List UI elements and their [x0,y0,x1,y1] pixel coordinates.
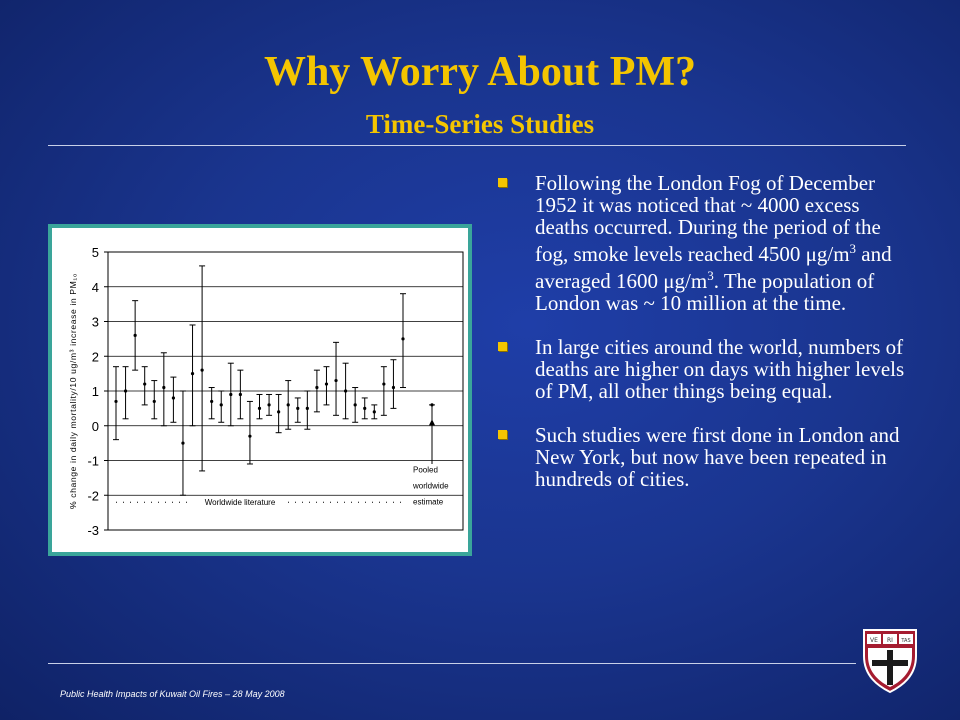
study-estimate-point [325,382,328,385]
bullet-marker-icon [498,178,507,187]
study-estimate-point [315,386,318,389]
study-estimate-point [114,400,117,403]
study-estimate-point [392,386,395,389]
study-estimate-point [210,400,213,403]
study-estimate-point [373,410,376,413]
slide-subtitle: Time-Series Studies [365,109,595,139]
seal-letters-1: VE [870,637,878,644]
slide-title: Why Worry About PM? [263,49,697,95]
study-estimate-point [172,396,175,399]
bullet-large-cities: In large cities around the world, numbers of deaths are higher on days with higher levels of PM, all other things being equal. [498,336,910,402]
seal-books [867,634,913,644]
study-estimate-point [258,407,261,410]
study-estimate-point [287,403,290,406]
study-estimate-point [354,403,357,406]
seal-letters-2: RI [887,637,893,644]
pooled-label: estimate [413,497,444,507]
study-estimate-point [181,442,184,445]
footer-text: Public Health Impacts of Kuwait Oil Fires – 28 May 2008 [60,689,285,699]
study-estimate-point [191,372,194,375]
pooled-upper-point [430,403,433,406]
study-estimate-point [401,337,404,340]
study-estimate-point [277,410,280,413]
y-tick-label: 3 [91,314,99,330]
mu-symbol: μ [663,269,675,293]
seal-letters-3: TAS [901,638,911,644]
y-tick-label: -2 [87,488,99,504]
y-tick-label: 2 [91,349,99,365]
top-divider [48,145,906,146]
study-estimate-point [201,369,204,372]
study-estimate-point [229,393,232,396]
study-estimate-point [239,393,242,396]
study-estimate-point [296,407,299,410]
study-estimate-point [124,389,127,392]
pooled-label: worldwide [413,481,449,491]
reference-line-label: Worldwide literature [204,498,276,508]
bullet-london-fog: Following the London Fog of December 1952 it was noticed that ~ 4000 excess deaths occurred. During the period of the fog, smoke levels reached 4500 $\mu g/m^3$ and averaged 1600 $\mu g/m^3$. The population of London was ~ 10 million at the time. [498,172,910,314]
mortality-chart [52,228,468,552]
y-tick-label: 4 [91,279,99,295]
study-estimate-point [267,403,270,406]
pooled-estimate-marker [429,419,435,425]
bottom-divider [48,663,856,664]
study-estimate-point [334,379,337,382]
bullet-studies: Such studies were first done in London and New York, but now have been repeated in hundreds of cities. [498,424,910,490]
study-estimate-point [153,400,156,403]
y-tick-label: 5 [91,245,99,260]
bullet-list [498,172,910,512]
y-tick-label: 0 [91,418,99,434]
study-estimate-point [344,389,347,392]
study-estimate-point [134,334,137,337]
study-estimate-point [382,382,385,385]
y-tick-label: 1 [91,384,99,399]
bullet-marker-icon [498,342,507,351]
mu-symbol: μ [805,242,817,266]
pooled-label: Pooled [413,465,438,475]
study-estimate-point [306,407,309,410]
study-estimate-point [363,407,366,410]
y-tick-label: -1 [87,453,99,469]
y-axis-label: % change in daily mortality/10 ug/m³ increase in PM₁₀ [68,272,78,510]
harvard-shield-icon [862,628,918,694]
bullet-marker-icon [498,430,507,439]
y-tick-label: -3 [87,523,99,538]
study-estimate-point [162,386,165,389]
study-estimate-point [220,403,223,406]
study-estimate-point [143,382,146,385]
study-estimate-point [248,435,251,438]
chart-frame [48,224,472,556]
